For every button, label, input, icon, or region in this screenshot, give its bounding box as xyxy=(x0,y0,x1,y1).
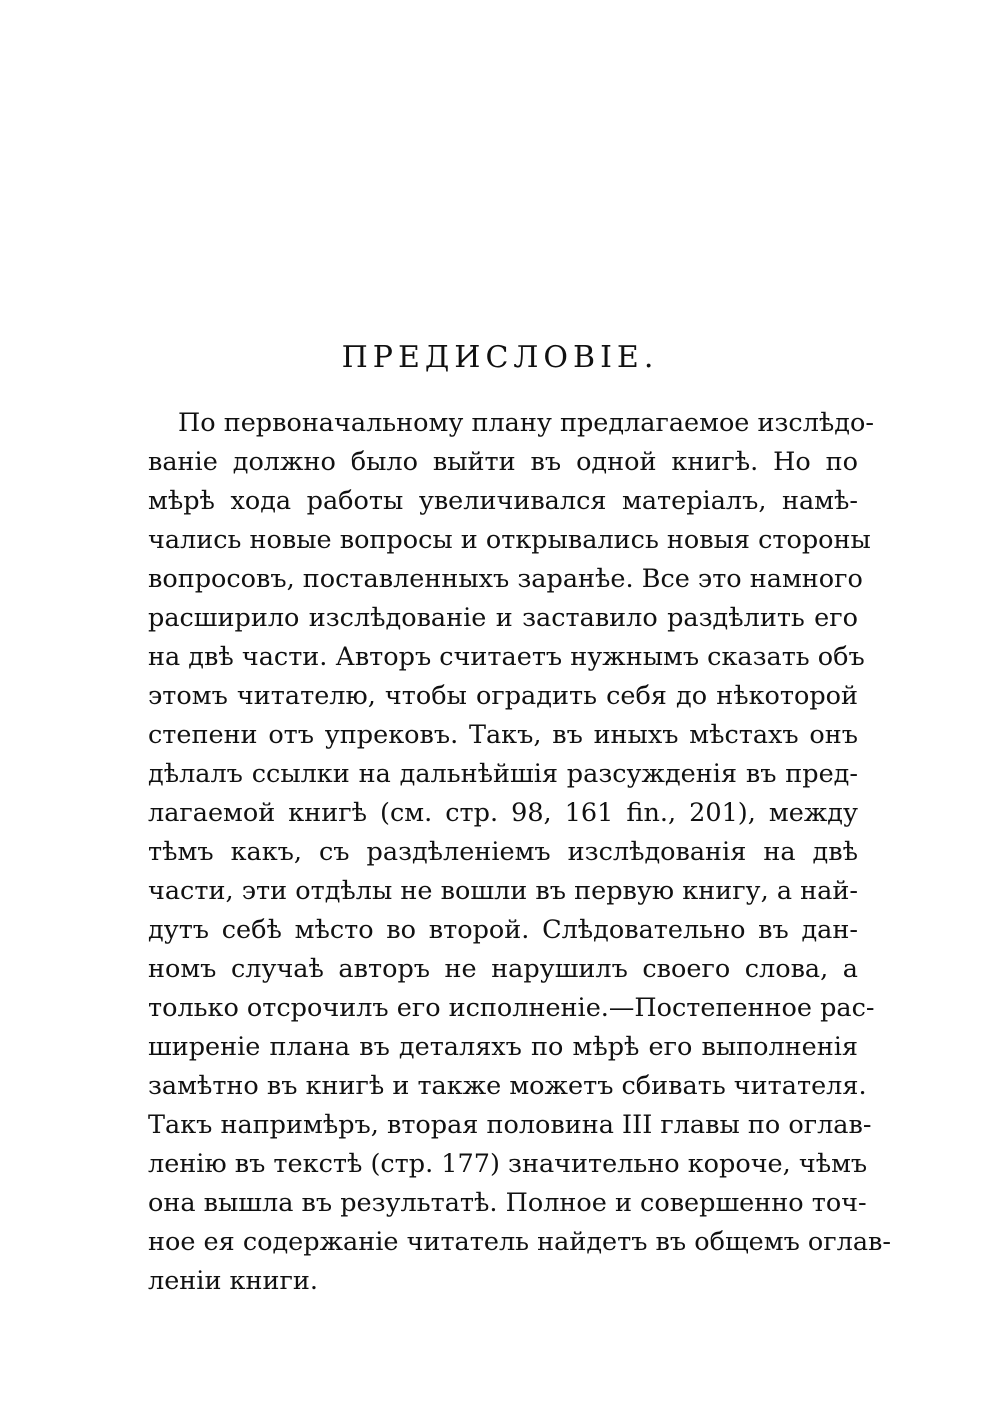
text-line: ное ея содержаніе читатель найдетъ въ общемъ оглав- xyxy=(148,1227,891,1257)
text-line: Такъ напримѣръ, вторая половина III главы по оглав- xyxy=(148,1110,872,1140)
text-line: лагаемой книгѣ (см. стр. 98, 161 fin., 201), между xyxy=(148,798,858,828)
text-line: леніи книги. xyxy=(148,1266,318,1296)
text-line: чались новые вопросы и открывались новыя стороны xyxy=(148,525,871,555)
text-line: тѣмъ какъ, съ раздѣленіемъ изслѣдованія на двѣ xyxy=(148,837,858,867)
text-line: ширеніе плана въ деталяхъ по мѣрѣ его выполненія xyxy=(148,1032,858,1062)
text-line: части, эти отдѣлы не вошли въ первую книгу, а най- xyxy=(148,876,858,906)
page-title: ПРЕДИСЛОВІЕ. xyxy=(341,340,659,375)
text-line: она вышла въ результатѣ. Полное и совершенно точ- xyxy=(148,1188,867,1218)
text-line: расширило изслѣдованіе и заставило раздѣлить его xyxy=(148,603,858,633)
text-line: ваніе должно было выйти въ одной книгѣ. Но по xyxy=(148,447,858,477)
text-line: мѣрѣ хода работы увеличивался матеріалъ, намѣ- xyxy=(148,486,858,516)
text-line: дутъ себѣ мѣсто во второй. Слѣдовательно въ дан- xyxy=(148,915,858,945)
text-line: только отсрочилъ его исполненіе.—Постепенное рас- xyxy=(148,993,875,1023)
text-line: вопросовъ, поставленныхъ заранѣе. Все это намного xyxy=(148,564,863,594)
text-line: замѣтно въ книгѣ и также можетъ сбивать читателя. xyxy=(148,1071,867,1101)
text-line: номъ случаѣ авторъ не нарушилъ своего слова, а xyxy=(148,954,858,984)
preface-text xyxy=(148,404,891,1301)
text-line: По первоначальному плану предлагаемое изслѣдо- xyxy=(178,408,874,438)
text-line: ленію въ текстѣ (стр. 177) значительно короче, чѣмъ xyxy=(148,1149,868,1179)
text-line: дѣлалъ ссылки на дальнѣйшія разсужденія въ пред- xyxy=(148,759,858,789)
text-line: степени отъ упрековъ. Такъ, въ иныхъ мѣстахъ онъ xyxy=(148,720,858,750)
text-line: этомъ читателю, чтобы оградить себя до нѣкоторой xyxy=(148,681,858,711)
text-line: на двѣ части. Авторъ считаетъ нужнымъ сказать объ xyxy=(148,642,865,672)
